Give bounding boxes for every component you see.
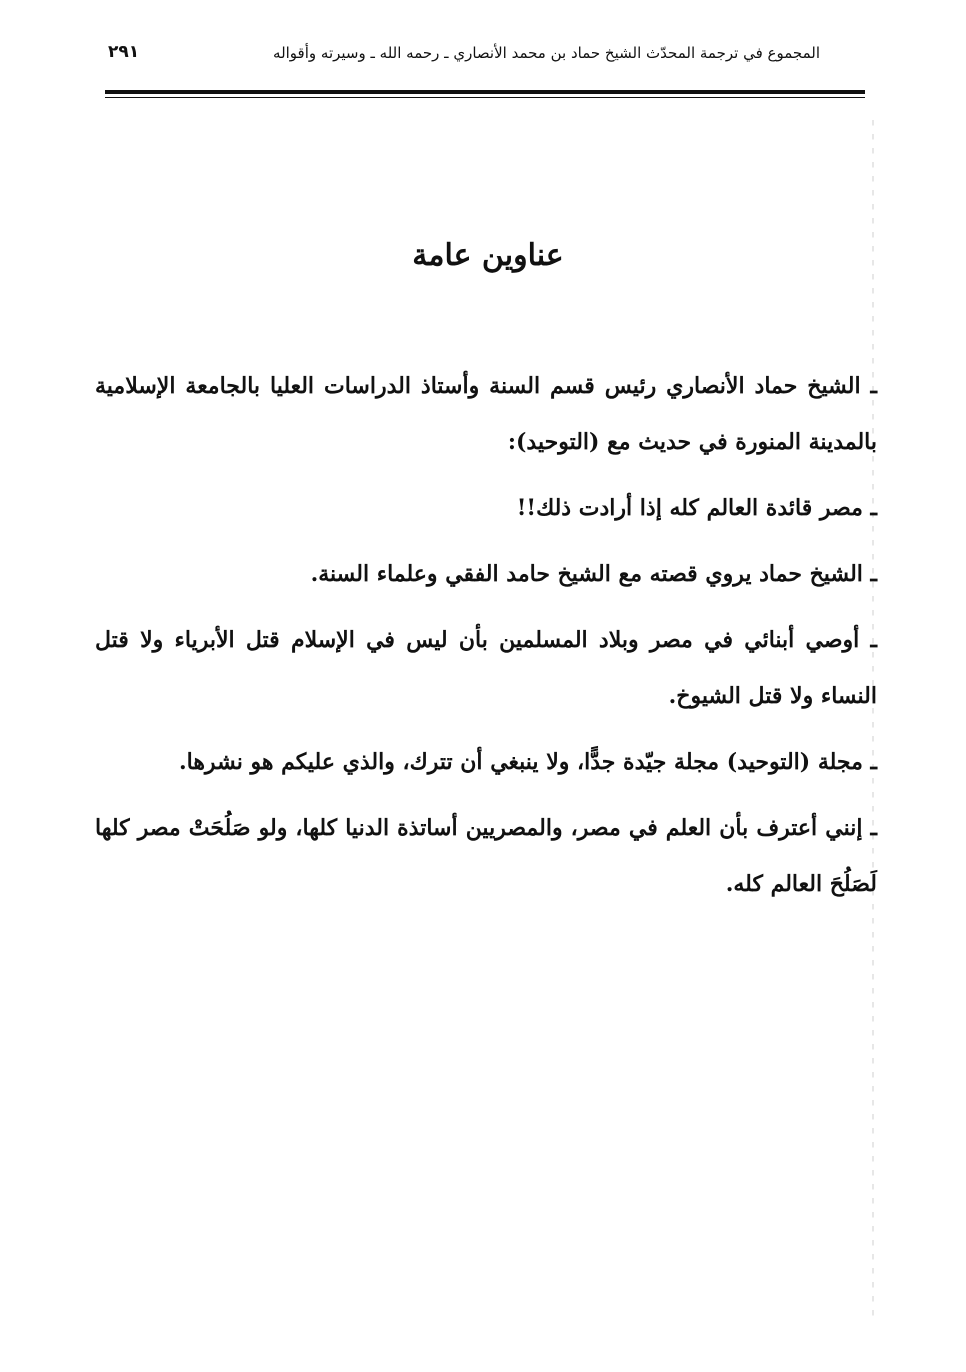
paragraph-2: ـ مصر قائدة العالم كله إذا أرادت ذلك!! (516, 495, 877, 521)
paragraph-1: ـ الشيخ حماد الأنصاري رئيس قسم السنة وأستاذ الدراسات العليا بالجامعة الإسلامية بالمدينة المنورة في حديث مع (التوحيد): (95, 373, 877, 455)
section-title: عناوين عامة (412, 238, 564, 273)
body-text (95, 358, 877, 922)
paragraph-3: ـ الشيخ حماد يروي قصته مع الشيخ حامد الفقي وعلماء السنة. (310, 561, 877, 587)
header-rule-thick (105, 90, 865, 94)
page-number: ٢٩١ (108, 42, 140, 62)
paragraph-5: ـ مجلة (التوحيد) مجلة جيّدة جدًّا، ولا ينبغي أن تترك، والذي عليكم هو نشرها. (178, 749, 877, 775)
header-title: المجموع في ترجمة المحدّث الشيخ حماد بن محمد الأنصاري ـ رحمه الله ـ وسيرته وأقواله (273, 44, 820, 62)
paragraph-6: ـ إنني أعترف بأن العلم في مصر، والمصريين أساتذة الدنيا كلها، ولو صَلُحَتْ مصر كلها لَصَلُحَ العالم كله. (95, 815, 877, 897)
running-header (100, 38, 820, 78)
paragraph-4: ـ أوصي أبنائي في مصر وبلاد المسلمين بأن ليس في الإسلام قتل الأبرياء ولا قتل النساء ولا قتل الشيوخ. (95, 627, 877, 709)
header-rule-thin (105, 97, 865, 98)
